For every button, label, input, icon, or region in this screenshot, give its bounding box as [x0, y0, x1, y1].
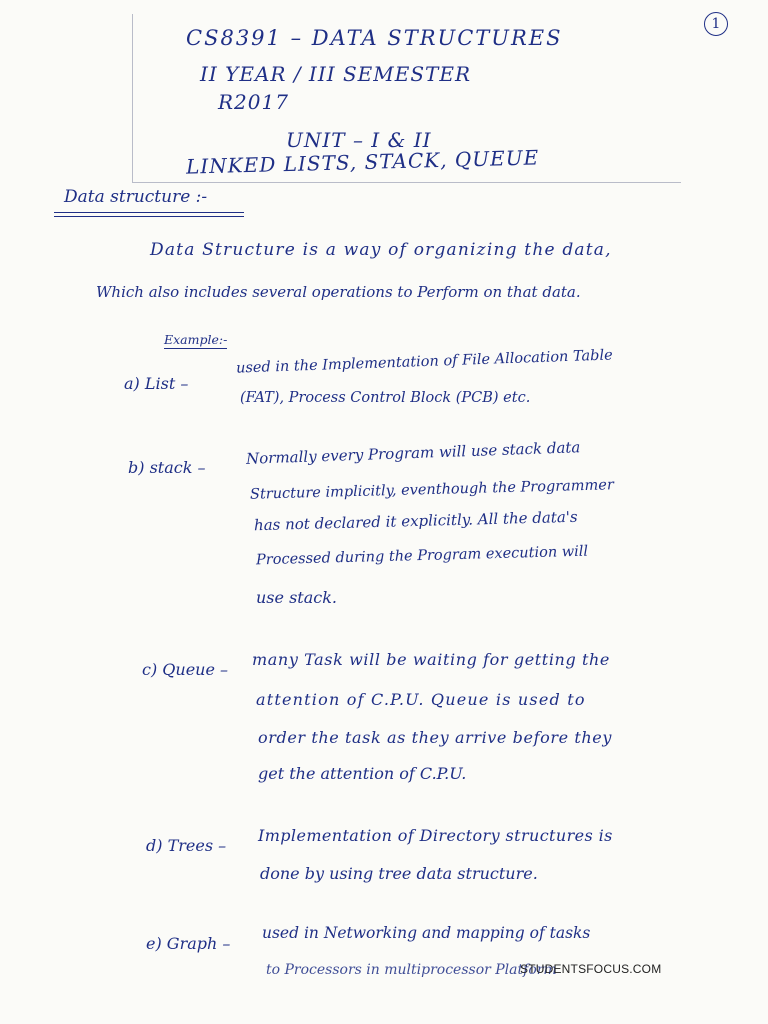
- watermark: STUDENTSFOCUS.COM: [520, 962, 662, 976]
- example-label-graph: e) Graph –: [146, 934, 231, 953]
- example-stack-line-5: use stack.: [256, 588, 337, 607]
- example-list-line-2: (FAT), Process Control Block (PCB) etc.: [240, 390, 531, 406]
- definition-line-1: Data Structure is a way of organizing the data,: [150, 240, 612, 260]
- example-stack-line-3: has not declared it explicitly. All the data's: [253, 507, 578, 535]
- example-label-trees: d) Trees –: [146, 836, 227, 855]
- example-heading: Example:-: [164, 332, 228, 347]
- example-queue-line-2: attention of C.P.U. Queue is used to: [256, 690, 586, 709]
- section-heading: Data structure :-: [64, 187, 208, 207]
- definition-line-2: Which also includes several operations to Perform on that data.: [96, 283, 581, 301]
- unit-topics: LINKED LISTS, STACK, QUEUE: [185, 145, 540, 179]
- year-semester: II YEAR / III SEMESTER: [200, 62, 472, 86]
- example-queue-line-3: order the task as they arrive before they: [258, 728, 612, 747]
- example-graph-line-2: to Processors in multiprocessor Platform: [266, 962, 557, 978]
- example-queue-line-4: get the attention of C.P.U.: [258, 764, 467, 783]
- example-trees-line-1: Implementation of Directory structures is: [258, 826, 613, 845]
- course-title: CS8391 – DATA STRUCTURES: [186, 26, 563, 50]
- example-graph-line-1: used in Networking and mapping of tasks: [262, 924, 591, 942]
- example-queue-line-1: many Task will be waiting for getting the: [252, 650, 610, 669]
- example-stack-line-2: Structure implicitly, eventhough the Programmer: [249, 477, 615, 503]
- example-label-list: a) List –: [124, 374, 189, 393]
- example-list-line-1: used in the Implementation of File Allocation Table: [235, 347, 613, 377]
- unit-title: UNIT – I & II: [286, 128, 432, 152]
- regulation: R2017: [218, 90, 289, 114]
- example-heading-wrap: [164, 332, 227, 347]
- example-label-stack: b) stack –: [128, 458, 206, 477]
- example-trees-line-2: done by using tree data structure.: [260, 864, 538, 883]
- example-stack-line-4: Processed during the Program execution will: [255, 543, 589, 569]
- page-number: 1: [704, 12, 728, 36]
- heading-underline: [54, 212, 244, 217]
- example-stack-line-1: Normally every Program will use stack data: [245, 438, 581, 468]
- example-label-queue: c) Queue –: [142, 660, 229, 679]
